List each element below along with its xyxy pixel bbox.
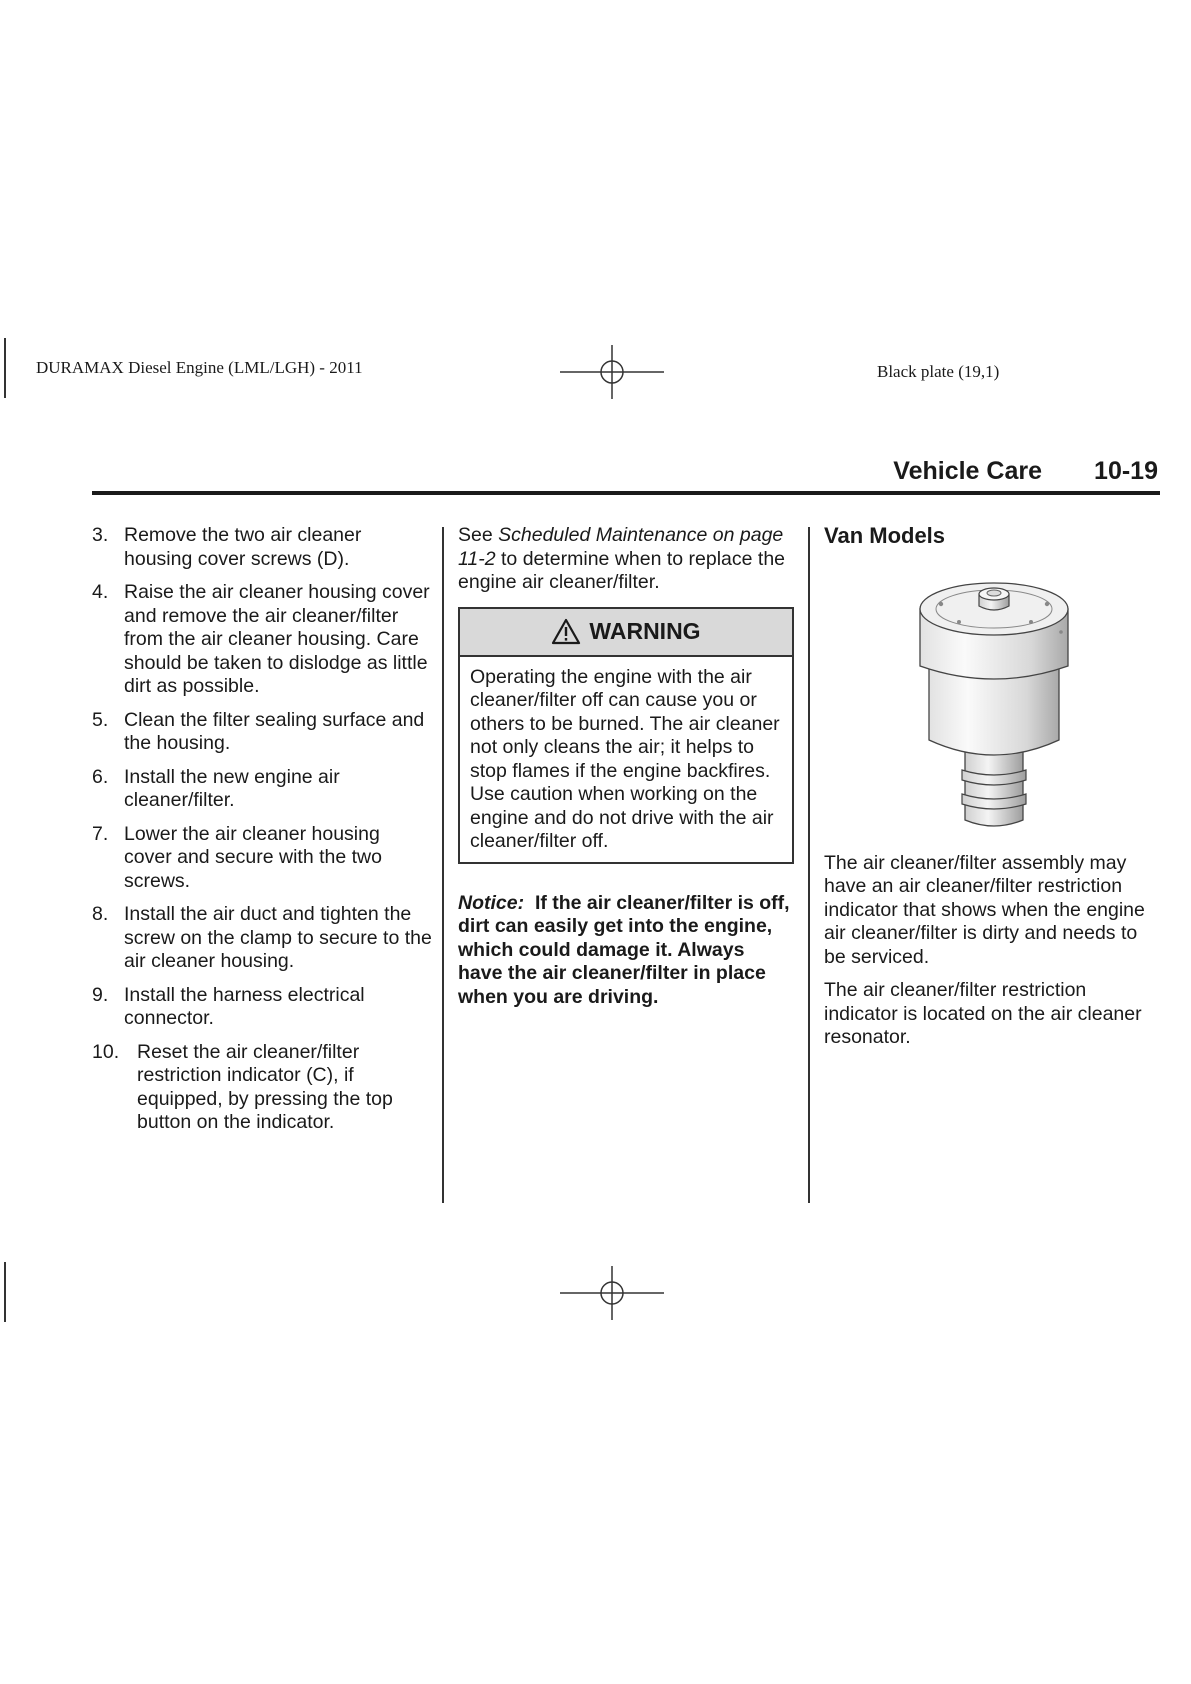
step-number: 10.: [92, 1040, 120, 1063]
maintenance-link[interactable]: Scheduled Maintenance on page 11-2: [458, 524, 784, 570]
step-item: [92, 984, 432, 1031]
step-item: [92, 581, 432, 699]
column-divider-1: [442, 527, 444, 1203]
van-paragraph-1: The air cleaner/filter assembly may have an air cleaner/filter restriction indicator that shows when the engine air cleaner/filter is dirty and needs to be serviced.: [824, 851, 1145, 968]
step-number: 7.: [92, 822, 109, 845]
van-paragraph-2: The air cleaner/filter restriction indicator is located on the air cleaner resonator.: [824, 979, 1142, 1048]
step-text: Install the new engine air cleaner/filter.: [124, 765, 340, 811]
section-title: Vehicle Care: [893, 457, 1042, 485]
steps-list: [92, 524, 432, 1135]
step-item: [92, 903, 432, 974]
step-item: [92, 766, 432, 813]
step-number: 9.: [92, 983, 109, 1006]
see-reference: See Scheduled Maintenance on page 11-2 to determine when to replace the engine air cleaner/filter.: [458, 524, 786, 593]
crop-mark-left-top: [4, 338, 6, 398]
step-text: Remove the two air cleaner housing cover screws (D).: [124, 524, 362, 570]
step-text: Raise the air cleaner housing cover and remove the air cleaner/filter from the air cleaner housing. Care should be taken to dislodge as little dirt as possible.: [124, 581, 430, 697]
plate-label: Black plate (19,1): [877, 362, 1000, 381]
notice-text: If the air cleaner/filter is off, dirt can easily get into the engine, which could damage it. Always have the air cleaner/filter in place when you are driving.: [458, 891, 790, 1008]
column-divider-2: [808, 527, 810, 1203]
step-item: [92, 823, 432, 894]
warning-header: [460, 609, 792, 657]
step-text: Reset the air cleaner/filter restriction indicator (C), if equipped, by pressing the top button on the indicator.: [137, 1040, 393, 1133]
van-models-column: [824, 524, 1164, 1060]
steps-column: [92, 524, 432, 1145]
warning-text: Operating the engine with the air cleaner/filter off can cause you or others to be burned. The air cleaner not only cleans the air; it helps to stop flames if the engine backfires. Use caution when working on the engine and do not drive with the air cleaner/filter off.: [470, 665, 780, 852]
step-number: 4.: [92, 581, 109, 603]
step-item: [92, 1041, 432, 1135]
warning-triangle-icon: [551, 618, 581, 645]
notice-paragraph: [458, 892, 794, 1010]
step-text: Install the harness electrical connector.: [124, 983, 365, 1029]
notice-label: Notice:: [458, 891, 525, 914]
warning-title: WARNING: [589, 617, 701, 644]
warning-column: [458, 524, 794, 1019]
step-text: Install the air duct and tighten the screw on the clamp to secure to the air cleaner housing.: [124, 903, 432, 972]
step-text: Clean the filter sealing surface and the housing.: [124, 708, 425, 754]
step-number: 8.: [92, 903, 109, 925]
section-header: [92, 455, 1160, 495]
step-number: 5.: [92, 708, 109, 731]
step-text: Lower the air cleaner housing cover and secure with the two screws.: [124, 822, 382, 892]
registration-mark-bottom: [560, 1266, 664, 1320]
air-filter-illustration: [919, 574, 1069, 832]
step-item: [92, 709, 432, 756]
warning-box: [458, 607, 794, 864]
step-number: 3.: [92, 524, 109, 546]
registration-mark-top: [560, 345, 664, 399]
step-item: [92, 524, 432, 571]
document-title: DURAMAX Diesel Engine (LML/LGH) - 2011: [36, 358, 363, 377]
van-models-heading: Van Models: [824, 523, 946, 548]
page-number: 10-19: [1094, 457, 1158, 485]
step-number: 6.: [92, 765, 109, 788]
crop-mark-left-bottom: [4, 1262, 6, 1322]
